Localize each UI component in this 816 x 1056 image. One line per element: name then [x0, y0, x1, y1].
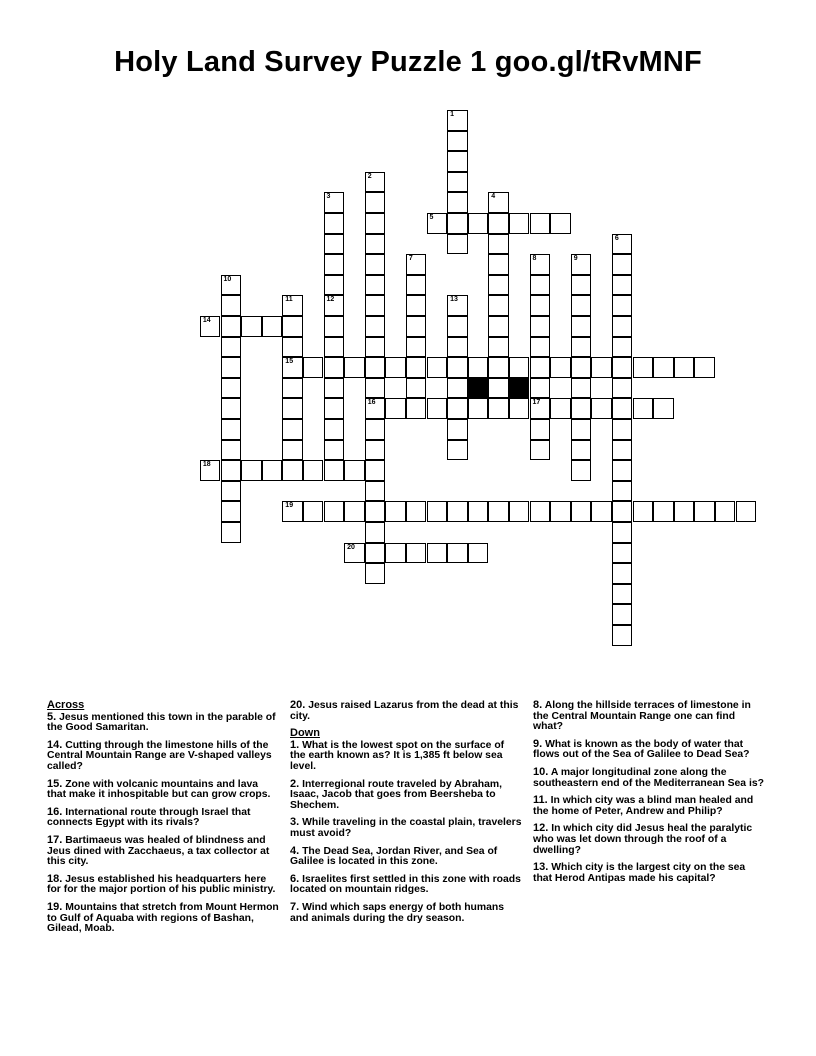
across-heading: Across: [47, 699, 85, 711]
clue-text: Wind which saps energy of both humans and animals during the dry season.: [290, 901, 505, 924]
clue-number: 10.: [533, 765, 549, 778]
grid-cell[interactable]: [488, 234, 509, 255]
grid-cell[interactable]: [406, 543, 427, 564]
grid-cell[interactable]: [612, 419, 633, 440]
grid-cell[interactable]: [221, 460, 242, 481]
grid-cell[interactable]: [612, 522, 633, 543]
clue-number: 4.: [290, 844, 300, 857]
grid-cell[interactable]: [324, 357, 345, 378]
grid-cell[interactable]: [324, 378, 345, 399]
grid-cell[interactable]: [427, 357, 448, 378]
grid-cell[interactable]: [612, 543, 633, 564]
grid-cell[interactable]: [344, 543, 365, 564]
cell-number: 18: [202, 461, 211, 469]
clue-text: Cutting through the limestone hills of the Central Mountain Range are V-shaped valleys called?: [47, 739, 272, 772]
grid-cell[interactable]: [406, 501, 427, 522]
grid-cell[interactable]: [365, 213, 386, 234]
grid-cell[interactable]: [612, 398, 633, 419]
grid-cell[interactable]: [530, 254, 551, 275]
grid-cell[interactable]: [488, 275, 509, 296]
clue-across-20: [290, 700, 522, 722]
grid-cell[interactable]: [262, 316, 283, 337]
grid-cell[interactable]: [365, 440, 386, 461]
grid-cell[interactable]: [633, 357, 654, 378]
grid-cell[interactable]: [530, 419, 551, 440]
cell-number: 9: [573, 255, 578, 263]
grid-cell[interactable]: [221, 295, 242, 316]
clue-down-4: [290, 846, 522, 868]
grid-cell[interactable]: [427, 398, 448, 419]
grid-cell[interactable]: [447, 151, 468, 172]
grid-cell[interactable]: [365, 234, 386, 255]
clue-number: 13.: [533, 861, 549, 874]
clue-down-8: [533, 700, 765, 733]
grid-cell[interactable]: [612, 501, 633, 522]
grid-cell[interactable]: [365, 337, 386, 358]
clue-down-13: [533, 862, 765, 884]
grid-cell[interactable]: [530, 337, 551, 358]
grid-cell[interactable]: [488, 213, 509, 234]
grid-cell[interactable]: [571, 440, 592, 461]
clue-number: 8.: [533, 699, 543, 711]
grid-cell[interactable]: [365, 254, 386, 275]
grid-cell[interactable]: [365, 501, 386, 522]
grid-cell[interactable]: [550, 501, 571, 522]
grid-cell[interactable]: [571, 501, 592, 522]
grid-cell[interactable]: [468, 357, 489, 378]
grid-cell[interactable]: [447, 543, 468, 564]
clue-down-2: [290, 779, 522, 812]
grid-cell[interactable]: [406, 275, 427, 296]
grid-cell[interactable]: [282, 295, 303, 316]
grid-cell[interactable]: [612, 275, 633, 296]
grid-cell[interactable]: [221, 378, 242, 399]
grid-cell[interactable]: [488, 501, 509, 522]
grid-cell[interactable]: [303, 357, 324, 378]
grid-cell[interactable]: [282, 337, 303, 358]
grid-cell[interactable]: [447, 295, 468, 316]
grid-cell[interactable]: [571, 419, 592, 440]
clue-down-1: [290, 740, 522, 773]
clue-across-16: [47, 807, 279, 829]
grid-cell[interactable]: [509, 213, 530, 234]
grid-cell[interactable]: [468, 543, 489, 564]
clue-text: Along the hillside terraces of limestone in the Central Mountain Range one can find what?: [533, 700, 751, 733]
clue-number: 12.: [533, 822, 549, 835]
grid-cell[interactable]: [488, 357, 509, 378]
grid-cell[interactable]: [427, 213, 448, 234]
grid-cell[interactable]: [365, 192, 386, 213]
grid-cell[interactable]: [694, 501, 715, 522]
grid-cell[interactable]: [282, 378, 303, 399]
clue-text: A major longitudinal zone along the southeastern end of the Mediterranean Sea is?: [533, 766, 764, 789]
grid-cell[interactable]: [633, 398, 654, 419]
grid-cell[interactable]: [303, 460, 324, 481]
clue-text: What is the lowest spot on the surface of the earth known as? It is 1,385 ft below sea level.: [290, 739, 505, 772]
grid-cell[interactable]: [571, 275, 592, 296]
grid-cell[interactable]: [612, 254, 633, 275]
cell-number: 12: [326, 296, 335, 304]
cell-number: 10: [223, 275, 232, 283]
clue-across-19: [47, 902, 279, 935]
grid-cell[interactable]: [653, 357, 674, 378]
grid-cell[interactable]: [530, 357, 551, 378]
grid-cell[interactable]: [612, 625, 633, 646]
cell-number: 7: [408, 255, 413, 263]
clue-number: 19.: [47, 900, 63, 913]
clue-number: 1.: [290, 738, 300, 751]
grid-cell[interactable]: [447, 398, 468, 419]
clue-across-14: [47, 740, 279, 773]
grid-cell[interactable]: [221, 440, 242, 461]
grid-cell[interactable]: [447, 378, 468, 399]
grid-cell[interactable]: [221, 501, 242, 522]
grid-cell[interactable]: [447, 172, 468, 193]
down-heading: Down: [290, 727, 320, 740]
grid-cell[interactable]: [447, 419, 468, 440]
grid-cell[interactable]: [447, 440, 468, 461]
cell-number: 2: [367, 172, 372, 180]
grid-cell[interactable]: [221, 357, 242, 378]
grid-cell[interactable]: [324, 295, 345, 316]
grid-cell[interactable]: [221, 419, 242, 440]
grid-block: [468, 378, 489, 399]
grid-cell[interactable]: [550, 213, 571, 234]
grid-cell[interactable]: [365, 481, 386, 502]
grid-cell[interactable]: [468, 501, 489, 522]
grid-cell[interactable]: [488, 192, 509, 213]
grid-cell[interactable]: [612, 460, 633, 481]
clue-across-17: [47, 835, 279, 868]
grid-cell[interactable]: [694, 357, 715, 378]
grid-cell[interactable]: [612, 481, 633, 502]
grid-cell[interactable]: [550, 398, 571, 419]
clue-down-7: [290, 902, 522, 924]
grid-cell[interactable]: [612, 584, 633, 605]
grid-cell[interactable]: [324, 275, 345, 296]
clue-down-3: [290, 817, 522, 839]
grid-cell[interactable]: [612, 378, 633, 399]
grid-cell[interactable]: [365, 172, 386, 193]
clues-column-2: [290, 700, 522, 930]
grid-cell[interactable]: [571, 378, 592, 399]
clue-across-15: [47, 779, 279, 801]
grid-cell[interactable]: [282, 419, 303, 440]
clue-text: Mountains that stretch from Mount Hermon to Gulf of Aquaba with regions of Bashan, Gilead, Moab.: [47, 901, 279, 935]
clue-number: 11.: [533, 794, 548, 807]
grid-cell[interactable]: [530, 501, 551, 522]
clue-text: In which city did Jesus heal the paralytic who was let down through the roof of a dwelling?: [533, 823, 753, 856]
clue-number: 14.: [47, 738, 63, 751]
grid-cell[interactable]: [385, 501, 406, 522]
grid-cell[interactable]: [674, 501, 695, 522]
grid-cell[interactable]: [241, 316, 262, 337]
clue-number: 17.: [47, 833, 63, 846]
grid-cell[interactable]: [447, 316, 468, 337]
grid-cell[interactable]: [530, 316, 551, 337]
grid-cell[interactable]: [633, 501, 654, 522]
clue-number: 20.: [290, 699, 306, 711]
grid-cell[interactable]: [612, 357, 633, 378]
clue-number: 2.: [290, 777, 300, 790]
cell-number: 19: [285, 502, 294, 510]
grid-cell[interactable]: [406, 398, 427, 419]
cell-number: 20: [347, 543, 355, 551]
clue-text: Jesus mentioned this town in the parable of the Good Samaritan.: [47, 711, 276, 734]
grid-cell[interactable]: [447, 110, 468, 131]
cell-number: 16: [367, 399, 376, 407]
grid-cell[interactable]: [612, 337, 633, 358]
clue-number: 18.: [47, 872, 63, 885]
clue-text: Israelites first settled in this zone with roads located on mountain ridges.: [290, 873, 521, 896]
grid-cell[interactable]: [324, 501, 345, 522]
clues-column-3: [533, 700, 765, 890]
grid-cell[interactable]: [221, 481, 242, 502]
grid-cell[interactable]: [488, 337, 509, 358]
clue-text: Bartimaeus was healed of blindness and Jeus dined with Zacchaeus, a tax collector at this city.: [47, 834, 270, 868]
clue-text: While traveling in the coastal plain, travelers must avoid?: [290, 817, 522, 839]
grid-cell[interactable]: [365, 378, 386, 399]
grid-cell[interactable]: [612, 316, 633, 337]
grid-cell[interactable]: [427, 501, 448, 522]
grid-cell[interactable]: [530, 378, 551, 399]
grid-cell[interactable]: [344, 357, 365, 378]
grid-cell[interactable]: [344, 501, 365, 522]
grid-cell[interactable]: [324, 440, 345, 461]
grid-cell[interactable]: [365, 316, 386, 337]
clue-number: 15.: [47, 777, 63, 790]
clue-text: International route through Israel that connects Egypt with its rivals?: [47, 806, 251, 829]
grid-cell[interactable]: [488, 398, 509, 419]
grid-cell[interactable]: [303, 501, 324, 522]
clue-text: In which city was a blind man healed and the home of Peter, Andrew and Philip?: [533, 795, 754, 817]
clue-down-12: [533, 823, 765, 856]
grid-cell[interactable]: [282, 357, 303, 378]
grid-cell[interactable]: [324, 234, 345, 255]
grid-cell[interactable]: [612, 563, 633, 584]
grid-cell[interactable]: [653, 398, 674, 419]
cell-number: 1: [450, 111, 454, 118]
clue-down-10: [533, 767, 765, 789]
grid-cell[interactable]: [571, 254, 592, 275]
grid-cell[interactable]: [509, 501, 530, 522]
grid-cell[interactable]: [447, 357, 468, 378]
grid-cell[interactable]: [241, 460, 262, 481]
grid-cell[interactable]: [427, 543, 448, 564]
grid-cell[interactable]: [468, 213, 489, 234]
grid-cell[interactable]: [612, 295, 633, 316]
grid-cell[interactable]: [530, 213, 551, 234]
grid-cell[interactable]: [406, 337, 427, 358]
grid-cell[interactable]: [282, 460, 303, 481]
clue-number: 5.: [47, 710, 57, 723]
clue-number: 16.: [47, 805, 63, 818]
grid-cell[interactable]: [447, 131, 468, 152]
grid-cell[interactable]: [468, 398, 489, 419]
grid-cell[interactable]: [530, 275, 551, 296]
grid-cell[interactable]: [406, 295, 427, 316]
grid-cell[interactable]: [262, 460, 283, 481]
grid-cell[interactable]: [571, 460, 592, 481]
grid-cell[interactable]: [324, 254, 345, 275]
grid-cell[interactable]: [674, 357, 695, 378]
grid-cell[interactable]: [488, 295, 509, 316]
grid-cell[interactable]: [385, 357, 406, 378]
grid-cell[interactable]: [365, 419, 386, 440]
grid-cell[interactable]: [282, 316, 303, 337]
grid-cell[interactable]: [488, 316, 509, 337]
cell-number: 6: [614, 234, 619, 242]
grid-cell[interactable]: [365, 460, 386, 481]
grid-cell[interactable]: [324, 398, 345, 419]
grid-cell[interactable]: [365, 543, 386, 564]
grid-cell[interactable]: [571, 337, 592, 358]
clue-text: Jesus established his headquarters here for for the major portion of his public ministry.: [47, 873, 276, 896]
grid-cell[interactable]: [324, 419, 345, 440]
clue-across-5: [47, 712, 279, 734]
grid-cell[interactable]: [406, 378, 427, 399]
grid-cell[interactable]: [365, 563, 386, 584]
grid-cell[interactable]: [324, 316, 345, 337]
clue-text: Which city is the largest city on the sea that Herod Antipas made his capital?: [533, 862, 746, 884]
grid-cell[interactable]: [221, 275, 242, 296]
clue-text: Zone with volcanic mountains and lava that make it inhospitable but can grow crops.: [47, 778, 271, 801]
grid-cell[interactable]: [406, 254, 427, 275]
clues-column-1: [47, 700, 279, 941]
grid-cell[interactable]: [612, 234, 633, 255]
grid-cell[interactable]: [715, 501, 736, 522]
cell-number: 15: [285, 358, 294, 366]
grid-cell[interactable]: [282, 440, 303, 461]
clue-down-11: [533, 795, 765, 817]
clue-text: The Dead Sea, Jordan River, and Sea of Galilee is located in this zone.: [290, 845, 498, 868]
grid-cell[interactable]: [550, 357, 571, 378]
grid-cell[interactable]: [612, 604, 633, 625]
grid-cell[interactable]: [221, 337, 242, 358]
grid-cell[interactable]: [447, 501, 468, 522]
grid-cell[interactable]: [282, 501, 303, 522]
clue-text: Jesus raised Lazarus from the dead at this city.: [290, 700, 519, 722]
grid-cell[interactable]: [447, 192, 468, 213]
grid-cell[interactable]: [447, 213, 468, 234]
clue-number: 7.: [290, 900, 300, 913]
grid-cell[interactable]: [324, 213, 345, 234]
grid-cell[interactable]: [447, 337, 468, 358]
grid-cell[interactable]: [509, 357, 530, 378]
cell-number: 14: [202, 317, 211, 324]
grid-cell[interactable]: [653, 501, 674, 522]
grid-cell[interactable]: [221, 398, 242, 419]
grid-cell[interactable]: [221, 522, 242, 543]
grid-cell[interactable]: [365, 398, 386, 419]
grid-cell[interactable]: [365, 357, 386, 378]
clue-down-9: [533, 739, 765, 761]
grid-cell[interactable]: [324, 337, 345, 358]
grid-cell[interactable]: [530, 440, 551, 461]
grid-cell[interactable]: [571, 357, 592, 378]
grid-cell[interactable]: [385, 543, 406, 564]
clue-text: What is known as the body of water that flows out of the Sea of Galilee to Dead Sea?: [533, 738, 750, 761]
cell-number: 13: [450, 296, 458, 304]
grid-cell[interactable]: [509, 398, 530, 419]
grid-cell[interactable]: [221, 316, 242, 337]
grid-cell[interactable]: [591, 501, 612, 522]
clue-number: 9.: [533, 737, 543, 750]
grid-cell[interactable]: [324, 192, 345, 213]
grid-cell[interactable]: [365, 295, 386, 316]
grid-cell[interactable]: [530, 398, 551, 419]
grid-cell[interactable]: [344, 460, 365, 481]
grid-cell[interactable]: [488, 378, 509, 399]
clue-number: 3.: [290, 816, 300, 829]
cell-number: 4: [491, 193, 496, 201]
grid-cell[interactable]: [406, 357, 427, 378]
cell-number: 8: [532, 255, 537, 263]
grid-cell[interactable]: [530, 295, 551, 316]
cell-number: 11: [285, 296, 293, 304]
grid-cell[interactable]: [612, 440, 633, 461]
grid-cell[interactable]: [571, 398, 592, 419]
grid-cell[interactable]: [365, 275, 386, 296]
clue-across-18: [47, 874, 279, 896]
grid-cell[interactable]: [385, 398, 406, 419]
grid-cell[interactable]: [591, 357, 612, 378]
grid-cell[interactable]: [200, 316, 221, 337]
grid-cell[interactable]: [324, 460, 345, 481]
clue-number: 6.: [290, 872, 300, 885]
grid-block: [509, 378, 530, 399]
clue-down-6: [290, 874, 522, 896]
grid-cell[interactable]: [406, 316, 427, 337]
grid-cell[interactable]: [571, 295, 592, 316]
cell-number: 3: [326, 193, 331, 201]
grid-cell[interactable]: [447, 234, 468, 255]
grid-cell[interactable]: [488, 254, 509, 275]
clue-text: Interregional route traveled by Abraham, Isaac, Jacob that goes from Beersheba to Shechem.: [290, 778, 503, 811]
grid-cell[interactable]: [200, 460, 221, 481]
cell-number: 17: [532, 399, 541, 407]
grid-cell[interactable]: [282, 398, 303, 419]
grid-cell[interactable]: [571, 316, 592, 337]
grid-cell[interactable]: [365, 522, 386, 543]
grid-cell[interactable]: [736, 501, 757, 522]
grid-cell[interactable]: [591, 398, 612, 419]
page-title: Holy Land Survey Puzzle 1 goo.gl/tRvMNF: [114, 46, 702, 78]
cell-number: 5: [429, 214, 434, 221]
